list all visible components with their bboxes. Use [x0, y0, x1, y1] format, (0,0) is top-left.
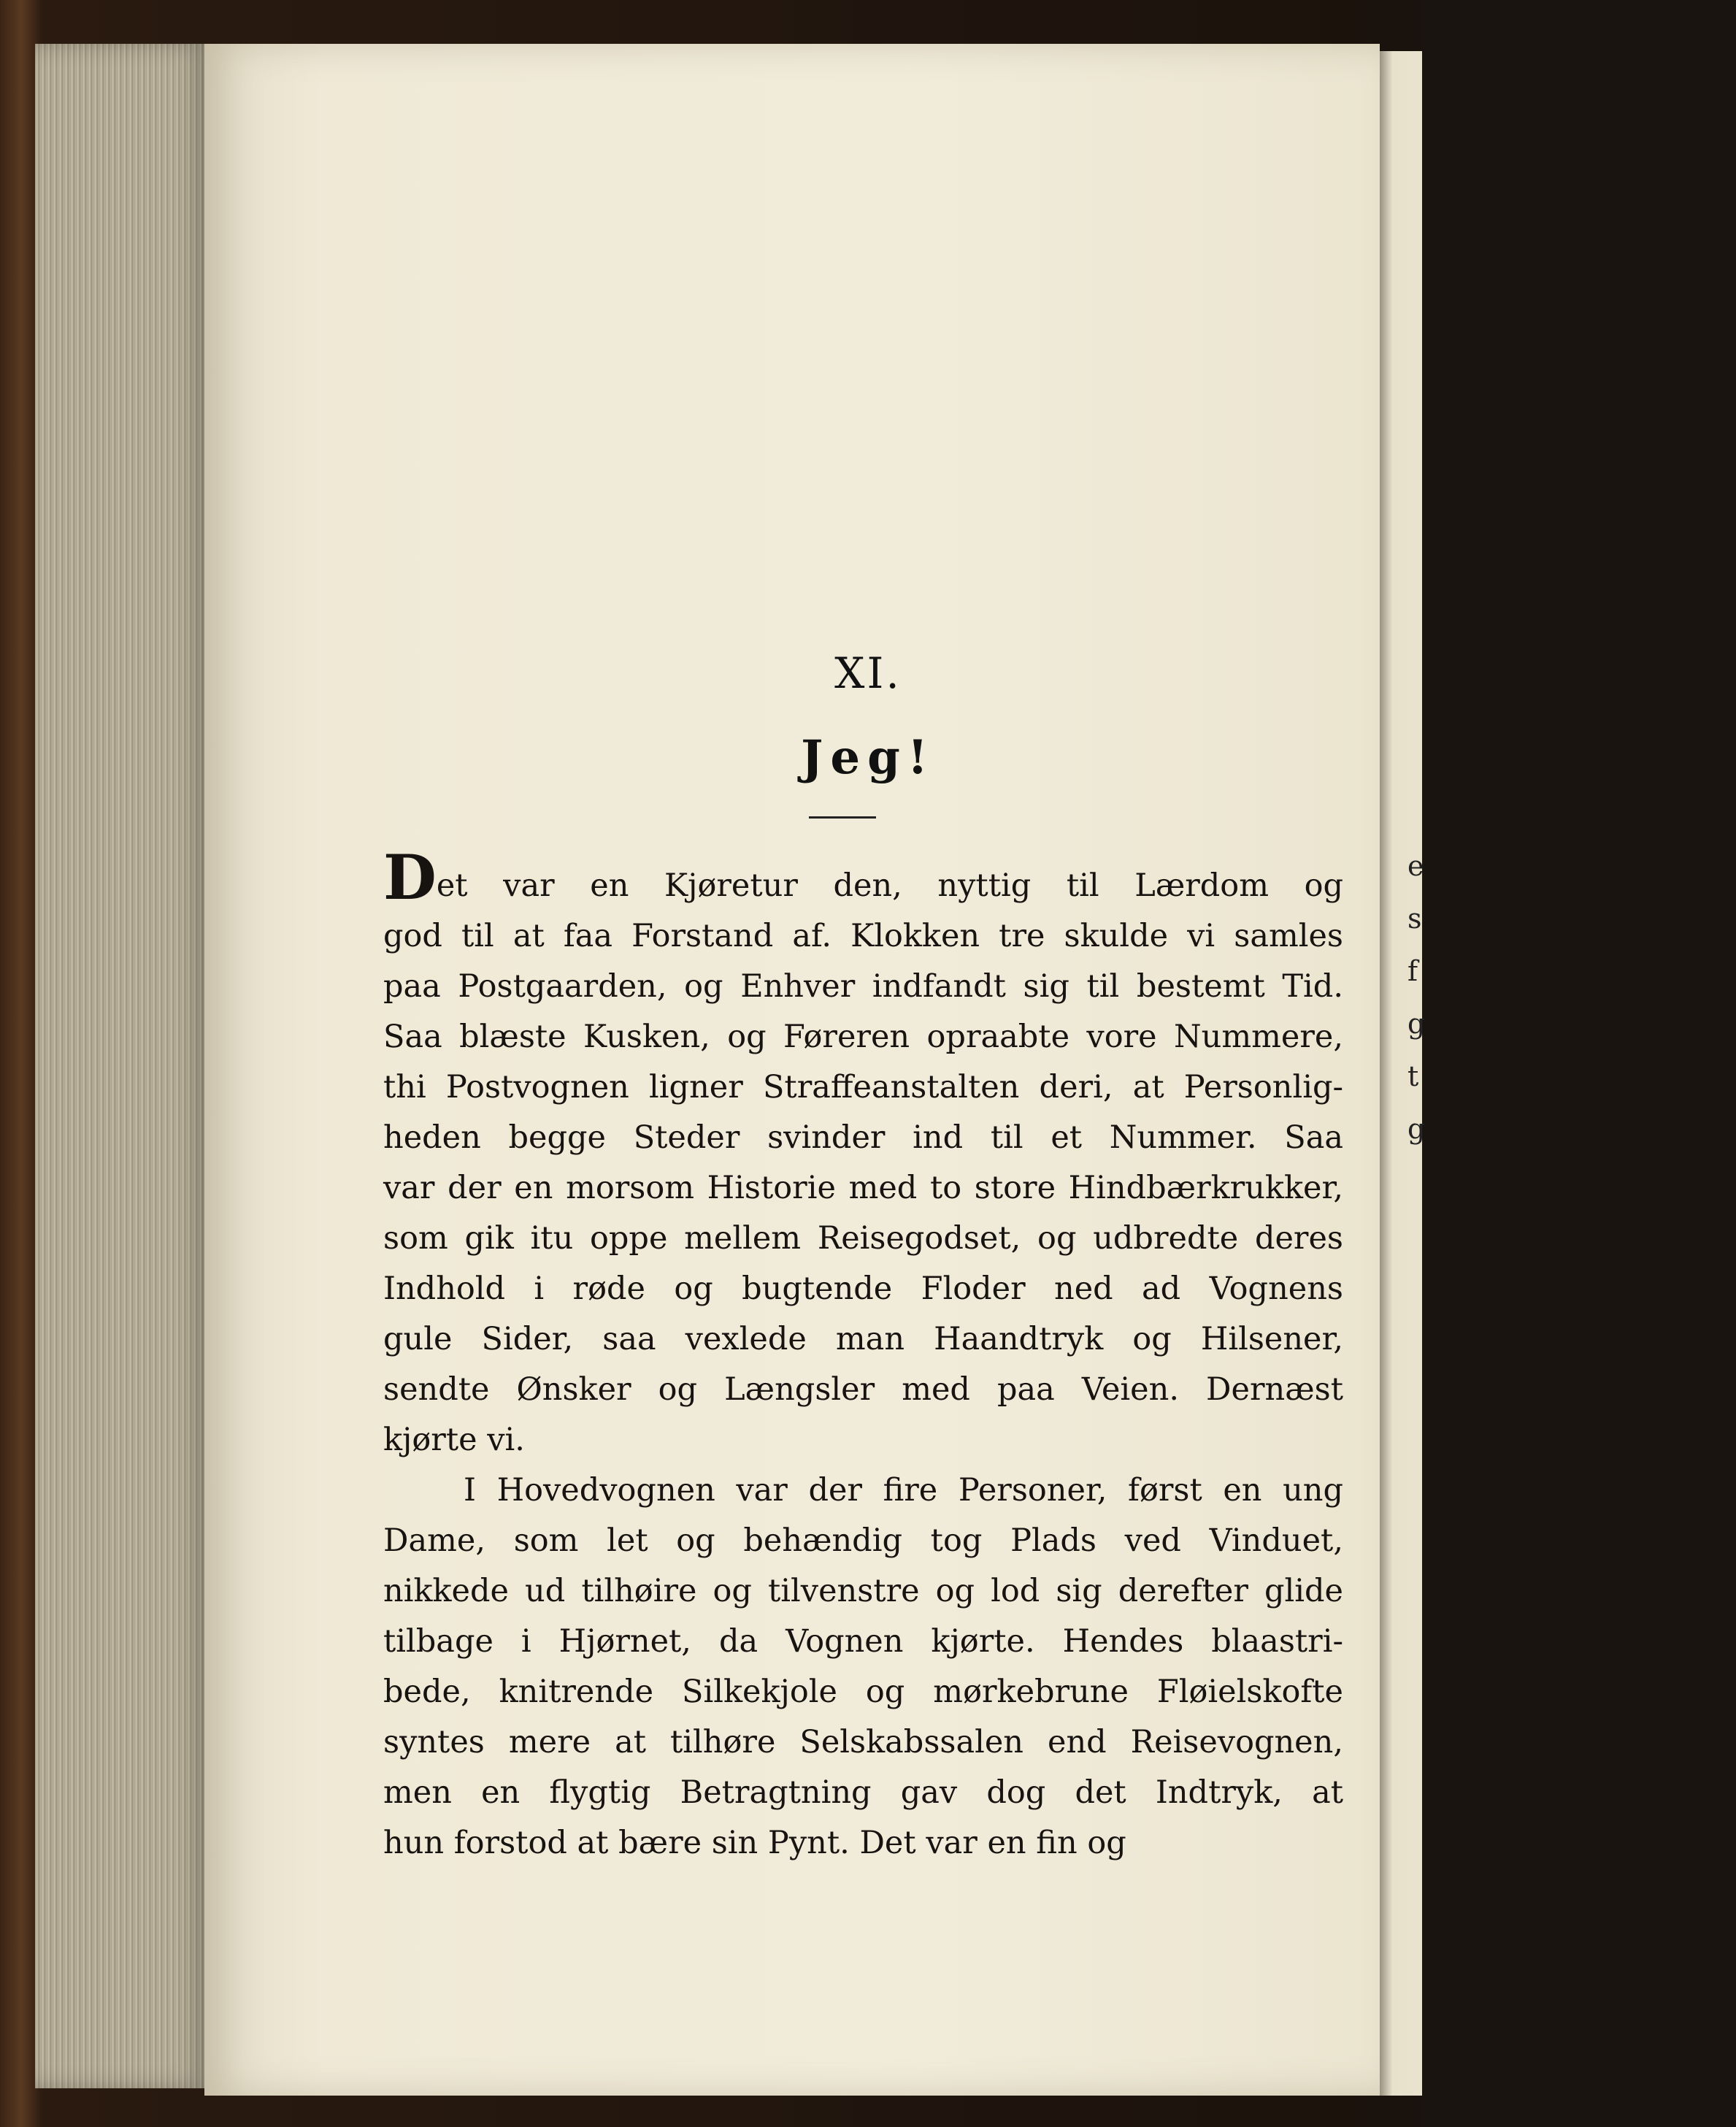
line-text: heden begge Steder svinder ind til et Nummer. Saa	[383, 1119, 1343, 1156]
text-line	[383, 1717, 1343, 1768]
edge-letter: f	[1407, 955, 1418, 987]
drop-cap: D	[383, 841, 437, 913]
line-text: nikkede ud tilhøire og tilvenstre og lod sig derefter glide	[383, 1573, 1343, 1609]
text-line	[383, 1465, 1343, 1516]
body-text	[383, 841, 1343, 1869]
edge-letter: s	[1407, 902, 1422, 935]
text-line	[383, 962, 1343, 1012]
line-text: tilbage i Hjørnet, da Vognen kjørte. Hendes blaastri-	[383, 1623, 1343, 1660]
edge-letter: g	[1407, 1008, 1426, 1040]
text-line	[383, 1818, 1343, 1869]
line-text: var der en morsom Historie med to store Hindbærkrukker,	[383, 1170, 1343, 1206]
line-text: Saa blæste Kusken, og Føreren opraabte vore Nummere,	[383, 1019, 1343, 1055]
next-page-letters	[1407, 840, 1426, 1155]
edge-letter: t	[1407, 1060, 1419, 1092]
line-text: et var en Kjøretur den, nyttig til Lærdom og	[436, 867, 1343, 904]
line-text: sendte Ønsker og Længsler med paa Veien. Dernæst	[383, 1371, 1343, 1408]
text-line	[383, 1264, 1343, 1314]
line-text: syntes mere at tilhøre Selskabssalen end Reisevognen,	[383, 1724, 1343, 1760]
text-line	[383, 841, 1343, 913]
text-line	[383, 1214, 1343, 1264]
line-text: kjørte vi.	[383, 1422, 525, 1458]
text-line	[383, 1566, 1343, 1617]
line-text: Dame, som let og behændig tog Plads ved Vinduet,	[383, 1522, 1343, 1559]
text-line	[383, 1314, 1343, 1365]
text-line	[383, 1365, 1343, 1415]
text-line	[383, 1415, 1343, 1465]
chapter-title: Jeg!	[801, 730, 935, 785]
line-text: I Hovedvognen var der fire Personer, først en ung	[464, 1472, 1343, 1509]
line-text: som gik itu oppe mellem Reisegodset, og udbredte deres	[383, 1220, 1343, 1257]
line-text: gule Sider, saa vexlede man Haandtryk og Hilsener,	[383, 1321, 1343, 1357]
line-text: god til at faa Forstand af. Klokken tre skulde vi samles	[383, 918, 1343, 954]
line-text: bede, knitrende Silkekjole og mørkebrune Fløielskofte	[383, 1674, 1343, 1710]
text-line	[383, 1516, 1343, 1566]
text-line	[383, 1062, 1343, 1113]
line-text: hun forstod at bære sin Pynt. Det var en fin og	[383, 1825, 1126, 1861]
text-line	[383, 911, 1343, 962]
text-line	[383, 1667, 1343, 1717]
line-text: paa Postgaarden, og Enhver indfandt sig til bestemt Tid.	[383, 968, 1343, 1005]
line-text: Indhold i røde og bugtende Floder ned ad Vognens	[383, 1271, 1343, 1307]
text-line	[383, 1617, 1343, 1667]
line-text: men en flygtig Betragtning gav dog det Indtryk, at	[383, 1774, 1343, 1811]
edge-letter: e	[1407, 850, 1424, 882]
edge-letter: g	[1407, 1113, 1426, 1145]
chapter-number: XI.	[834, 648, 902, 698]
text-line	[383, 1768, 1343, 1818]
text-line	[383, 1012, 1343, 1062]
text-line	[383, 1163, 1343, 1214]
text-line	[383, 1113, 1343, 1163]
page-edges	[35, 44, 210, 2088]
line-text: thi Postvognen ligner Straffeanstalten deri, at Personlig-	[383, 1069, 1343, 1105]
title-rule	[809, 816, 876, 819]
